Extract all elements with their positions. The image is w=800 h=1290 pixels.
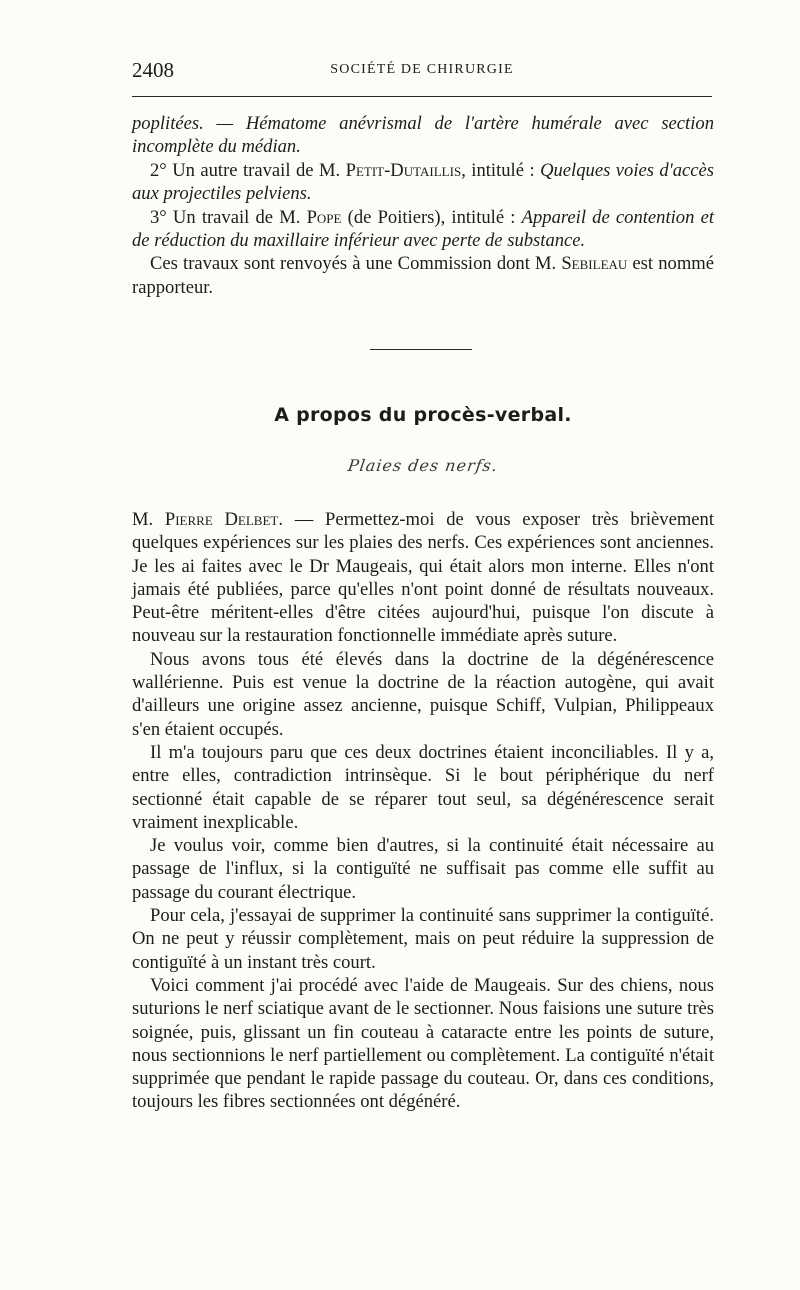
paragraph-item-2: 2° Un autre travail de M. Petit-Dutaillis, intitulé : Quelques voies d'accès aux projectiles pelviens. [132,159,715,205]
author-name: Sebileau [561,253,628,275]
paragraph-item-3: 3° Un travail de M. Pope (de Poitiers), intitulé : Appareil de contention et de réduction du maxillaire inférieur avec perte de substance. [132,206,714,252]
handwritten-note: Plaies des nerfs. [346,456,500,475]
paragraph-delbet-2: Nous avons tous été élevés dans la doctrine de la dégénérescence wallérienne. Puis est venue la doctrine de la réaction autogène, qui avait d'ailleurs une origine assez ancienne, puisque Schiff, Vulpian, Philippeaux s'en étaient occupés. [132,648,714,740]
paragraph-delbet-1: M. Pierre Delbet. — Permettez-moi de vous exposer très brièvement quelques expériences sur les plaies des nerfs. Ces expériences sont anciennes. Je les ai faites avec le Dr Maugeais, qui était alors mon interne. Elles n'ont jamais été publiées, parce qu'elles n'ont point donné de résultats nouveaux. Peut-être méritent-elles d'être citées aujourd'hui, puisque l'on discute à nouveau sur la restauration fonctionnelle immédiate après suture. [132,509,715,647]
running-title: SOCIÉTÉ DE CHIRURGIE [330,62,514,77]
paragraph-delbet-3: Il m'a toujours paru que ces deux doctrines étaient inconciliables. Il y a, entre elles, contradiction intrinsèque. Si le bout périphérique du nerf sectionné était capable de se réparer tout seul, sa dégénérescence serait vraiment inexplicable. [132,741,714,833]
work-title: Quelques voies d'accès aux projectiles pelviens. [132,159,715,205]
page-header [132,58,712,86]
section-heading: A propos du procès-verbal. [274,404,572,426]
page-number: 2408 [132,58,174,82]
header-rule [132,96,712,97]
top-section [132,112,714,299]
speaker-name: M. Pierre Delbet. [132,509,284,530]
paragraph-poplitees: poplitées. — Hématome anévrismal de l'artère humérale avec section incomplète du médian. [132,113,714,158]
paragraph-delbet-6: Voici comment j'ai procédé avec l'aide de Maugeais. Sur des chiens, nous suturions le nerf sciatique avant de le sectionner. Nous faisions une suture très soignée, puis, glissant un fin couteau à cataracte entre les points de suture, nous sectionnions le nerf partiellement ou complètement. La contiguïté n'était supprimée que pendant le rapide passage du couteau. Or, dans ces conditions, toujours les fibres sectionnées ont dégénéré. [132,974,714,1113]
delbet-section [132,508,714,1114]
work-title: Appareil de contention et de réduction du maxillaire inférieur avec perte de substance. [132,206,714,252]
author-name: Petit-Dutaillis [345,159,462,181]
paragraph-delbet-5: Pour cela, j'essayai de supprimer la continuité sans supprimer la contiguïté. On ne peut y réussir complètement, mais on peut réduire la suppression de contiguïté à un instant très court. [132,905,714,973]
author-name: Pope [306,206,342,228]
paragraph-delbet-4: Je voulus voir, comme bien d'autres, si la continuité était nécessaire au passage de l'influx, si la contiguïté ne suffisait pas comme elle suffit au passage du courant électrique. [132,835,714,903]
section-separator [370,349,472,350]
paragraph-commission: Ces travaux sont renvoyés à une Commission dont M. Sebileau est nommé rapporteur. [132,253,714,298]
